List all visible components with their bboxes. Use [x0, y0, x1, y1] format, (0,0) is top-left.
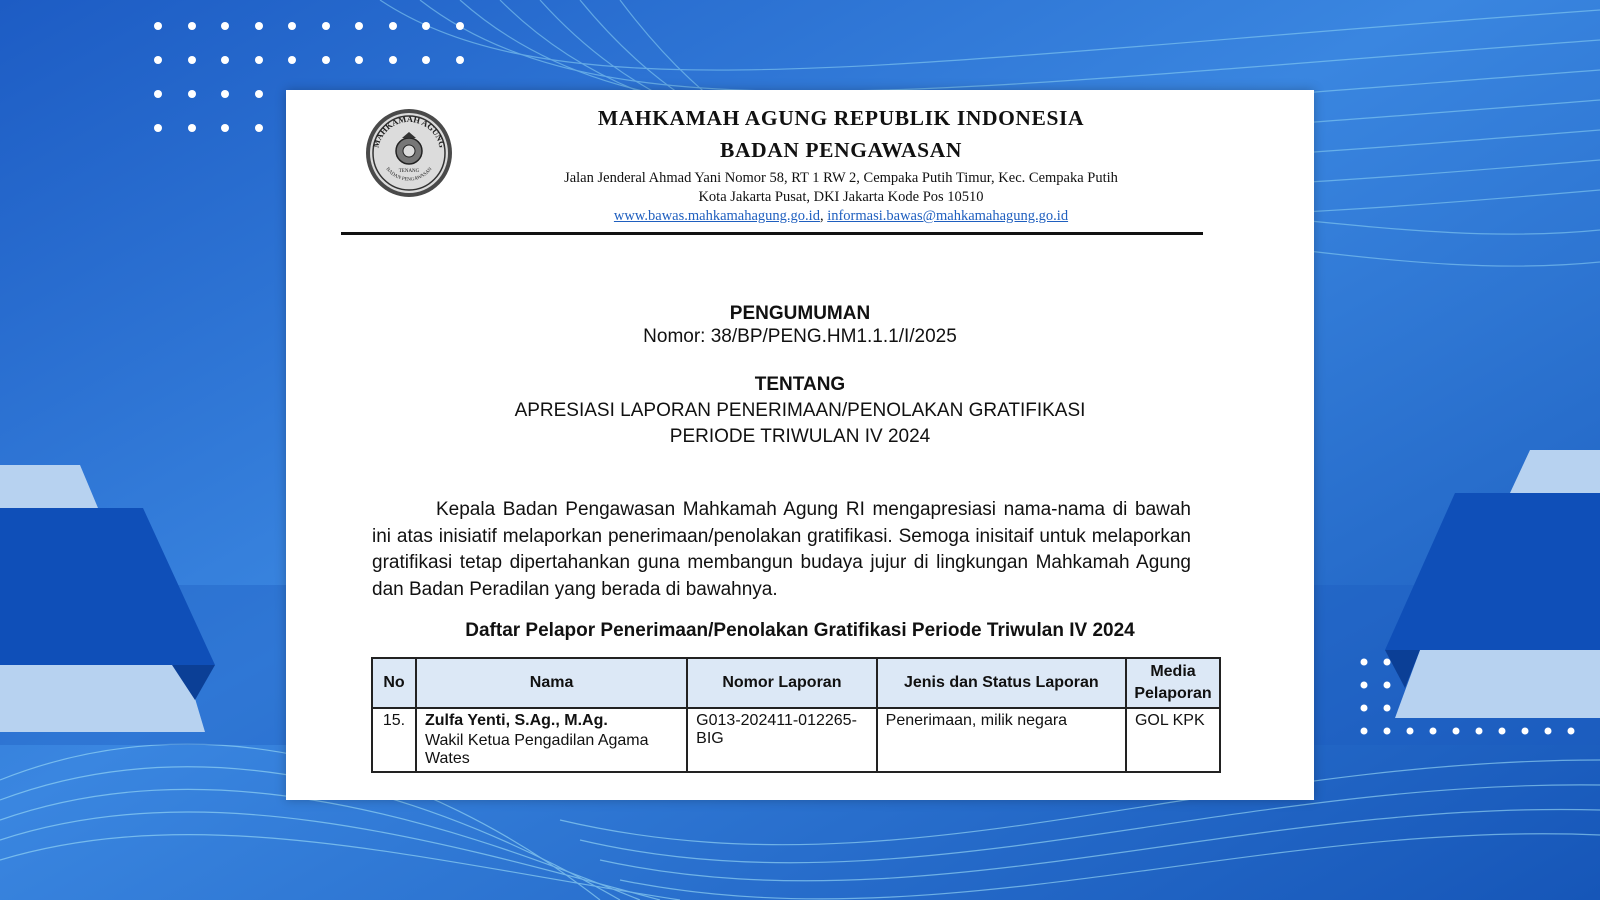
subject-line1: APRESIASI LAPORAN PENERIMAAN/PENOLAKAN GRATIFIKASI — [514, 400, 1086, 421]
letterhead-unit: BADAN PENGAWASAN — [720, 138, 962, 162]
letterhead-address-line1: Jalan Jenderal Ahmad Yani Nomor 58, RT 1 RW 2, Cempaka Putih Timur, Kec. Cempaka Putih — [564, 170, 1118, 186]
list-title: Daftar Pelapor Penerimaan/Penolakan Gratifikasi Periode Triwulan IV 2024 — [465, 620, 1135, 641]
mahkamah-agung-seal-icon — [364, 108, 454, 198]
reporter-position: Wakil Ketua Pengadilan Agama Wates — [424, 732, 649, 767]
table-header-row — [372, 658, 1220, 708]
cell-type-status: Penerimaan, milik negara — [877, 708, 1126, 772]
reporter-table — [371, 657, 1221, 773]
announcement-number: Nomor: 38/BP/PENG.HM1.1.1/I/2025 — [643, 326, 957, 347]
announcement-body: Kepala Badan Pengawasan Mahkamah Agung RI mengapresiasi nama-nama di bawah ini atas inisiatif melaporkan penerimaan/penolakan gratifikasi. Semoga inisitaif untuk melaporkan gratifikasi tetap dipertahankan guna membangun budaya jujur di lingkungan Mahkamah Agung dan Badan Peradilan yang berada di bawahnya. — [372, 499, 1191, 600]
header-media-line1: Media — [1150, 663, 1196, 680]
header-name: Nama — [416, 658, 687, 708]
link-separator: , — [819, 208, 824, 224]
announcement-document — [286, 90, 1314, 800]
letterhead-links — [456, 208, 1226, 225]
email-link[interactable]: informasi.bawas@mahkamahagung.go.id — [827, 208, 1069, 224]
letterhead-divider — [341, 232, 1203, 235]
reporter-name: Zulfa Yenti, S.Ag., M.Ag. — [424, 712, 608, 729]
seal-bottom-text: BADAN PENGAWASAN — [384, 166, 434, 183]
cell-report-number: G013-202411-012265-BIG — [687, 708, 876, 772]
seal-inner-text: TENANG — [398, 169, 420, 174]
seal-ring-text: MAHKAMAH AGUNG — [370, 113, 448, 149]
cell-name — [416, 708, 687, 772]
website-link[interactable]: www.bawas.mahkamahagung.go.id — [613, 208, 820, 224]
letterhead-organization: MAHKAMAH AGUNG REPUBLIK INDONESIA — [597, 106, 1085, 130]
header-no: No — [372, 658, 416, 708]
header-media-line2: Pelaporan — [1134, 685, 1212, 702]
subject-line2: PERIODE TRIWULAN IV 2024 — [669, 426, 931, 447]
table-row — [372, 708, 1220, 772]
about-label: TENTANG — [754, 374, 846, 395]
cell-media: GOL KPK — [1126, 708, 1220, 772]
letterhead-address-line2: Kota Jakarta Pusat, DKI Jakarta Kode Pos 10510 — [698, 189, 984, 205]
header-report-number: Nomor Laporan — [687, 658, 876, 708]
header-media — [1126, 658, 1220, 708]
header-type-status: Jenis dan Status Laporan — [877, 658, 1126, 708]
cell-no: 15. — [372, 708, 416, 772]
announcement-title: PENGUMUMAN — [729, 303, 871, 324]
